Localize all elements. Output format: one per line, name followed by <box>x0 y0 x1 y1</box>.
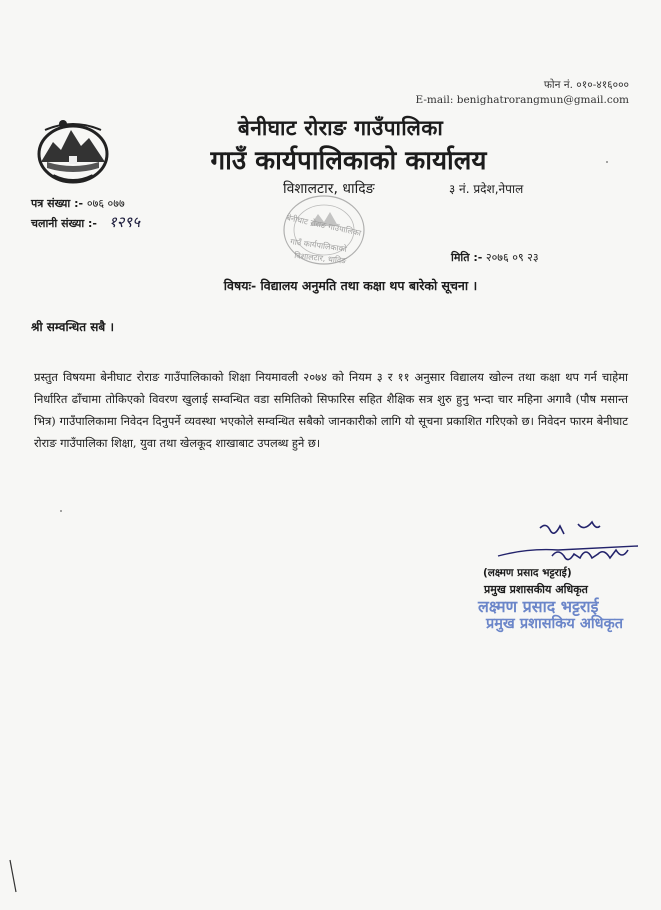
handwritten-signature <box>488 520 638 570</box>
dispatch-number-value: १२९५ <box>108 213 141 231</box>
phone-number: फोन नं. ०१०-४१६००० <box>543 79 629 91</box>
name-stamp: लक्ष्मण प्रसाद भट्टराई <box>478 597 599 616</box>
email-address: E-mail: benighatrorangmun@gmail.com <box>415 94 629 106</box>
stamp-text-top: बेनीघाट रोराङ गाउँपालिका <box>285 213 362 238</box>
signatory-name: (लक्ष्मण प्रसाद भट्टराई) <box>483 567 572 579</box>
letter-number-value: ०७६ ०७७ <box>86 197 125 210</box>
designation-stamp: प्रमुख प्रशासकिय अधिकृत <box>486 616 623 632</box>
margin-mark <box>8 858 18 894</box>
letter-number <box>31 196 125 211</box>
stray-dot <box>60 510 62 512</box>
dispatch-number-label: चलानी संख्या :- <box>31 217 97 230</box>
letter-number-label: पत्र संख्या :- <box>31 197 84 210</box>
date-label: मिति :- <box>451 251 483 264</box>
notice-body: प्रस्तुत विषयमा बेनीघाट रोराङ गाउँपालिकाको शिक्षा नियमावली २०७४ को नियम ३ र ११ अनुसार विद्यालय खोल्न तथा कक्षा थप गर्न चाहेमा निर्धारित ढाँचामा तोकिएको विवरण खुलाई सम्वन्धित वडा समितिको सिफारिस सहित शैक्षिक सत्र शुरु हुनु भन्दा चार महिना अगावै (पौष मसान्त भित्र) गाउँपालिकामा निवेदन दिनुपर्ने व्यवस्था भएकोले सम्वन्धित सबैको जानकारीको लागि यो सूचना प्रकाशित गरिएको छ। निवेदन फारम बेनीघाट रोराङ गाउँपालिका शिक्षा, युवा तथा खेलकूद शाखाबाट उपलब्ध हुने छ। <box>34 370 628 450</box>
date-value: २०७६ ०९ २३ <box>485 251 539 264</box>
municipality-name: बेनीघाट रोराङ गाउँपालिका <box>237 116 444 140</box>
stamp-text-bottom: विशालटार, धादिङ <box>293 251 347 266</box>
stray-dot <box>606 161 608 163</box>
signatory-title: प्रमुख प्रशासकीय अधिकृत <box>484 583 588 596</box>
stamp-text-mid: गाउँ कार्यपालिकाको <box>289 237 348 254</box>
salutation: श्री सम्वन्धित सबै । <box>31 320 114 334</box>
office-seal-stamp <box>276 190 368 272</box>
letter-subject: विषयः- विद्यालय अनुमति तथा कक्षा थप बारेको सूचना । <box>223 278 478 293</box>
province-label: ३ नं. प्रदेश,नेपाल <box>449 182 524 196</box>
office-address: विशालटार, धादिङ <box>283 181 375 197</box>
letter-date <box>451 250 539 265</box>
office-name: गाउँ कार्यपालिकाको कार्यालय <box>210 146 487 176</box>
dispatch-number <box>31 212 140 232</box>
